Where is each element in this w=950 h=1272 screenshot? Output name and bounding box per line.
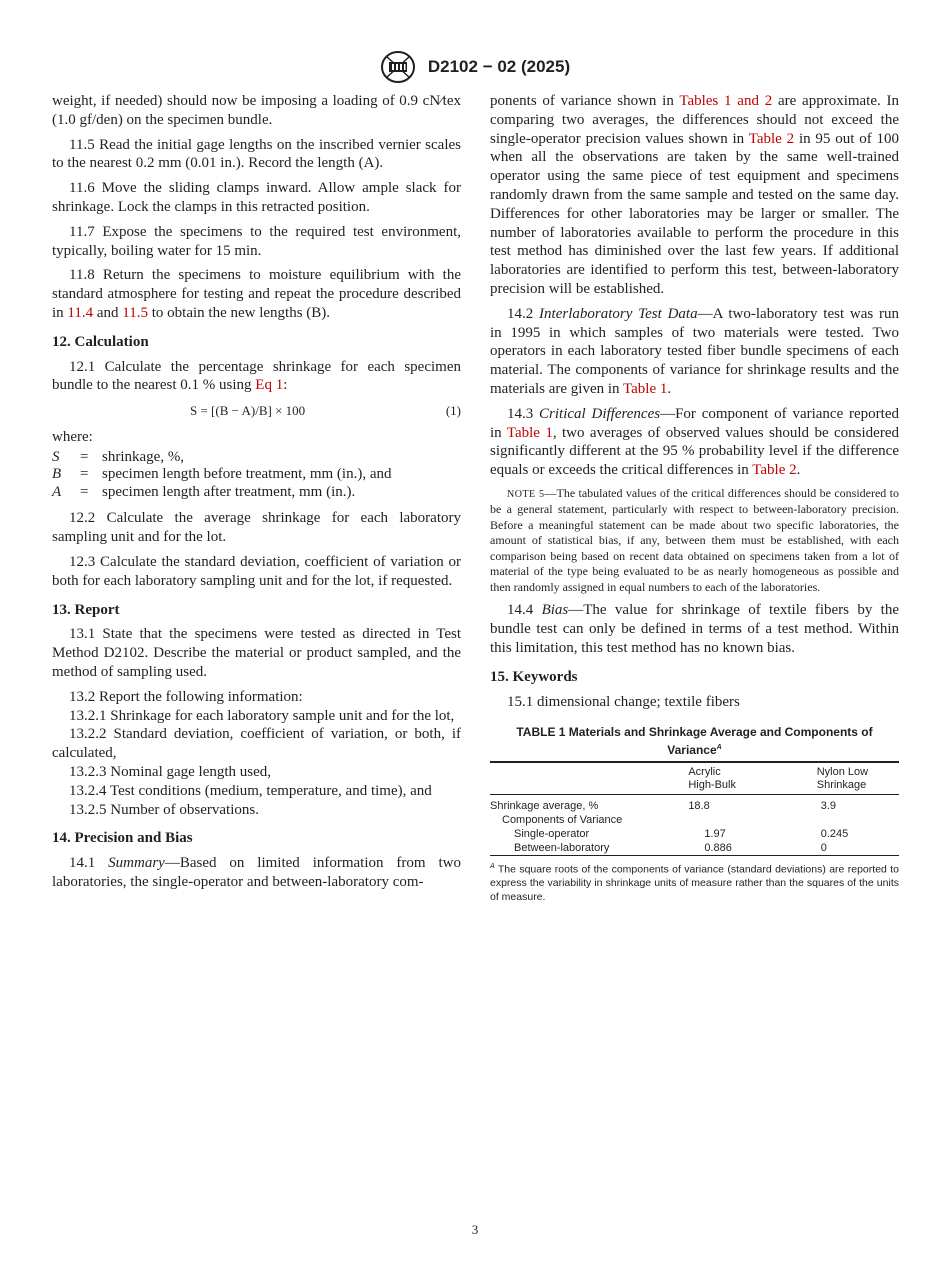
equation-number: (1) xyxy=(445,403,461,419)
astm-logo-icon xyxy=(380,50,416,84)
link-table-1[interactable]: Table 1 xyxy=(506,424,553,441)
paragraph-11-7: 11.7 Expose the specimens to the required test environment, typically, boiling water for 15 min. xyxy=(52,223,461,259)
paragraph-14-2: 14.2 Interlaboratory Test Data—A two-laboratory test was run in 1995 in which samples of two materials were tested. Two operators in each laboratory tested fiber bundle specimens of each material. The components of variance for shrinkage results and the materials are given in Table 1. xyxy=(490,305,900,397)
table-1 xyxy=(490,761,899,856)
link-section-11-4[interactable]: 11.4 xyxy=(67,304,94,321)
page-header xyxy=(0,50,950,84)
paragraph-13-2-5: 13.2.5 Number of observations. xyxy=(69,801,259,818)
table-row: Shrinkage average, % 18.8 3.9 xyxy=(490,800,837,813)
paragraph-13-2-1: 13.2.1 Shrinkage for each laboratory sample unit and for the lot, xyxy=(69,707,455,724)
table-1-footnote: $^A$ The square roots of the components of variance (standard deviations) are reported to express the variability in shrinkage units of measure rather than the squares of the units of measure. xyxy=(490,863,899,903)
paragraph-11-8: 11.8 Return the specimens to moisture equilibrium with the standard atmosphere for testing and repeat the procedure described in 11.4 and 11.5 to obtain the new lengths (B). xyxy=(52,267,461,321)
paragraph-11-5: 11.5 Read the initial gage lengths on the inscribed vernier scales to the nearest 0.2 mm (0.01 in.). Record the length (A). xyxy=(52,136,461,172)
paragraph-13-1: 13.1 State that the specimens were tested as directed in Test Method D2102. Describe the material or product sampled, and the method of sampling used. xyxy=(52,626,461,681)
link-tables-1-and-2[interactable]: Tables 1 and 2 xyxy=(679,93,773,109)
heading-precision-and-bias: 14. Precision and Bias xyxy=(52,830,193,847)
left-column xyxy=(52,92,461,898)
paragraph-12-1: 12.1 Calculate the percentage shrinkage for each specimen bundle to the nearest 0.1 % using Eq 1: xyxy=(52,358,461,394)
paragraph-12-3: 12.3 Calculate the standard deviation, coefficient of variation or both for each laboratory sampling unit and for the lot, if requested. xyxy=(52,554,461,589)
table-header-row xyxy=(490,762,899,795)
paragraph-12-2: 12.2 Calculate the average shrinkage for each laboratory sampling unit and for the lot. xyxy=(52,510,461,546)
column-header-acrylic: Acrylic High-Bulk xyxy=(688,766,736,792)
variable-definitions xyxy=(52,449,461,502)
equation-1 xyxy=(52,401,461,421)
definition-row: B = specimen length before treatment, mm (in.), and xyxy=(52,466,392,483)
equation-formula: S = [(B − A)/B] × 100 xyxy=(190,403,306,419)
link-table-1[interactable]: Table 1 xyxy=(623,380,668,397)
table-row: Components of Variance xyxy=(502,814,623,827)
heading-keywords: 15. Keywords xyxy=(490,668,578,685)
paragraph-11-6: 11.6 Move the sliding clamps inward. Allow ample slack for shrinkage. Lock the clamps in this retracted position. xyxy=(52,180,461,215)
paragraph-13-2-3: 13.2.3 Nominal gage length used, xyxy=(69,764,272,781)
link-section-11-5[interactable]: 11.5 xyxy=(122,304,148,321)
paragraph-13-2-4: 13.2.4 Test conditions (medium, temperature, and time), and xyxy=(69,782,432,799)
paragraph-13-2-2: 13.2.2 Standard deviation, coefficient of variation, or both, if calculated, xyxy=(52,726,461,762)
where-label: where: xyxy=(52,429,93,446)
link-table-2[interactable]: Table 2 xyxy=(752,462,797,479)
paragraph-14-3: 14.3 Critical Differences—For component of variance reported in Table 1, two averages of observed values should be considered significantly different at the 95 % probability level if the difference equals or exceeds the critical differences in Table 2. xyxy=(490,405,899,479)
paragraph-14-1: 14.1 Summary—Based on limited information from two laboratories, the single-operator and between-laboratory com- xyxy=(52,855,461,890)
document-designation: D2102 − 02 (2025) xyxy=(427,57,571,76)
paragraph-14-1-continued: ponents of variance shown in Tables 1 and 2 are approximate. In comparing two averages, the differences should not exceed the single-operator precision values shown in Table 2 in 95 out of 100 when all the observations are taken by the same well-trained operator using the same piece of test equipment and specimens randomly drawn from the same sample and tested on the same day. Differences for other laboratories may be larger or smaller. The number of laboratories available to perform the procedure in this test method has diminished over the last few years. If additional laboratories are identified to perform this test, between-laboratory precision will be established. xyxy=(490,93,900,297)
link-table-2[interactable]: Table 2 xyxy=(748,130,795,147)
table-row: Between-laboratory 0.886 0 xyxy=(490,841,899,856)
note-5: NOTE 5—The tabulated values of the critical differences should be considered to be a general statement, particularly with respect to between-laboratory precision. Before a meaningful statement can be made about two specific laboratories, the amount of statistical bias, if any, between them must be established, with each comparison being based on recent data obtained on specimens taken from a lot of material of the type being evaluated to be as nearly homogeneous as possible and then randomly assigned in equal numbers to each of the laboratories. xyxy=(490,485,899,594)
heading-calculation: 12. Calculation xyxy=(52,333,149,350)
paragraph-15-1: 15.1 dimensional change; textile fibers xyxy=(507,693,740,710)
link-eq-1[interactable]: Eq 1 xyxy=(255,377,284,394)
table-row: Single-operator 1.97 0.245 xyxy=(514,828,849,841)
column-header-nylon: Nylon Low Shrinkage xyxy=(816,766,869,792)
paragraph-14-4: 14.4 Bias—The value for shrinkage of textile fibers by the bundle test can only be defined in terms of a test method. Within this limitation, this test method has no known bias. xyxy=(490,602,899,657)
definition-row: A = specimen length after treatment, mm (in.). xyxy=(52,483,356,500)
paragraph-11-4-continued: weight, if needed) should now be imposing a loading of 0.9 cN⁄tex (1.0 gf/den) on the specimen bundle. xyxy=(52,93,461,128)
paragraph-13-2: 13.2 Report the following information: xyxy=(69,688,303,705)
page-number: 3 xyxy=(471,1222,479,1237)
note-label: NOTE 5 xyxy=(507,488,545,500)
heading-report: 13. Report xyxy=(52,601,120,618)
right-column xyxy=(490,92,899,910)
definition-row: S = shrinkage, %, xyxy=(52,448,185,465)
table-1-caption: TABLE 1 Materials and Shrinkage Average and Components of Variance$^A$ xyxy=(516,725,873,758)
